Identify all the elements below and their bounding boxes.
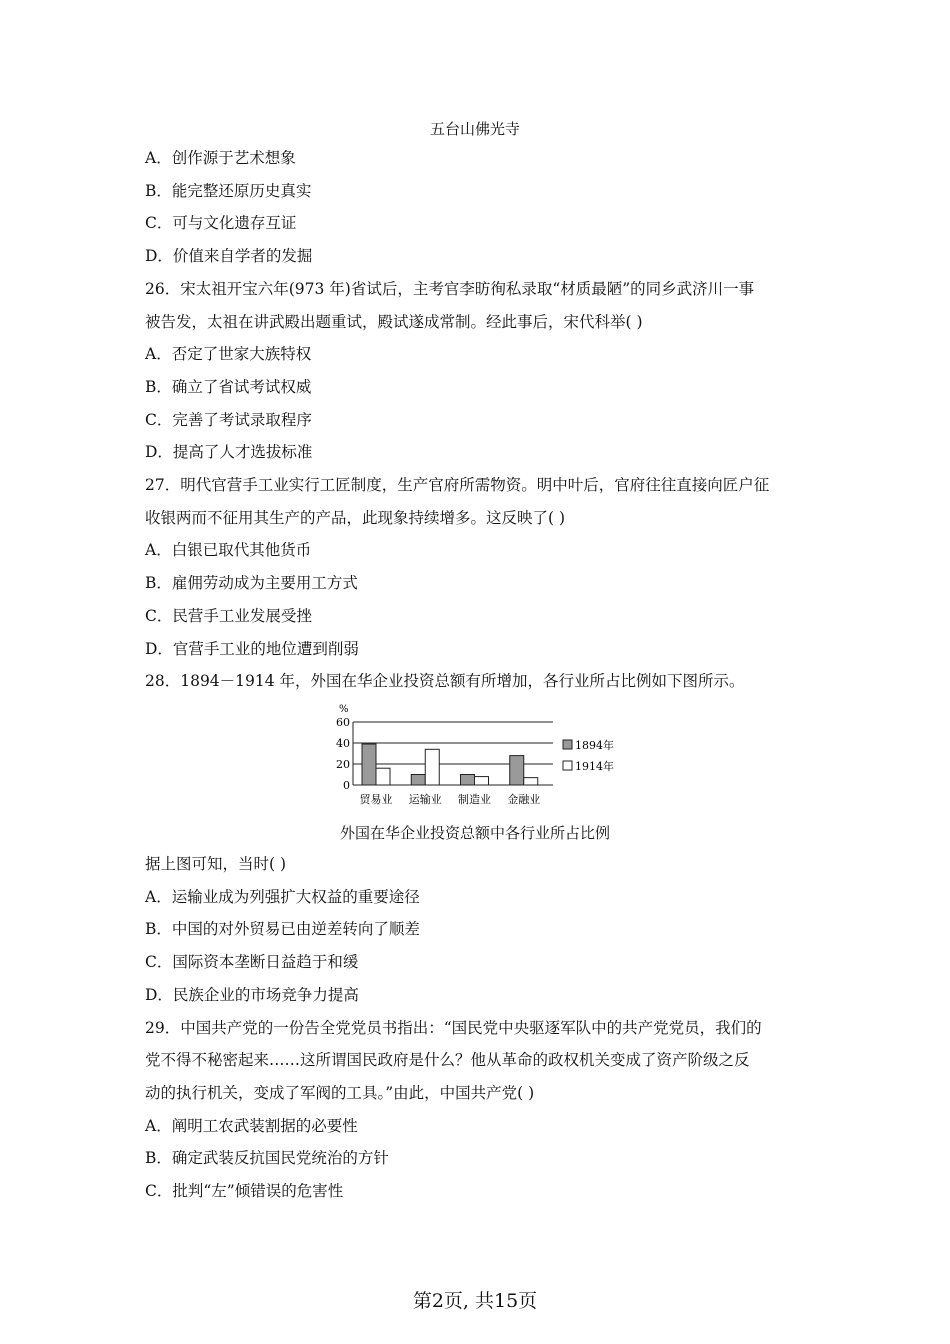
option-item: A．运输业成为列强扩大权益的重要途径: [145, 887, 420, 906]
question-stem: 27．明代官营手工业实行工匠制度，生产官府所需物资。明中叶后，官府往往直接向匠户征: [145, 476, 770, 494]
option-item: C．民营手工业发展受挫: [145, 606, 312, 625]
bar-chart: [325, 702, 655, 812]
question-stem: 动的执行机关，变成了军阀的工具。”由此，中国共产党( ): [145, 1083, 535, 1102]
option-item: D．民族企业的市场竞争力提高: [145, 985, 359, 1004]
legend-label: 1894年: [575, 739, 614, 752]
chart-title: 外国在华企业投资总额中各行业所占比例: [339, 824, 610, 842]
option-item: D．官营手工业的地位遭到削弱: [145, 639, 359, 658]
y-tick-label: 40: [336, 737, 350, 750]
bar-1894年: [510, 756, 524, 785]
image-caption: 五台山佛光寺: [429, 120, 520, 138]
bar-1914年: [475, 777, 489, 785]
option-item: B．确立了省试考试权威: [145, 377, 312, 396]
option-item: B．中国的对外贸易已由逆差转向了顺差: [145, 920, 420, 939]
question-stem: 28．1894－1914 年，外国在华企业投资总额有所增加，各行业所占比例如下图所示。: [145, 672, 745, 691]
bar-1914年: [524, 778, 538, 785]
option-item: A．白银已取代其他货币: [145, 541, 312, 560]
bar-1914年: [376, 768, 390, 785]
question-stem: 被告发，太祖在讲武殿出题重试，殿试遂成常制。经此事后，宋代科举( ): [145, 312, 643, 331]
y-tick-label: 20: [336, 758, 350, 771]
y-tick-label: 60: [336, 716, 350, 729]
option-item: C．国际资本垄断日益趋于和缓: [145, 953, 359, 972]
option-item: B．雇佣劳动成为主要用工方式: [145, 574, 358, 593]
question-stem: 29．中国共产党的一份告全党党员书指出：“国民党中央驱逐军队中的共产党党员，我们的: [145, 1018, 762, 1037]
option-item: B．确定武装反抗国民党统治的方针: [145, 1149, 389, 1168]
bar-1894年: [461, 775, 475, 786]
legend-swatch: [563, 740, 572, 749]
y-tick-label: 0: [343, 779, 350, 792]
option-item: D．价值来自学者的发掘: [145, 247, 313, 266]
legend-label: 1914年: [575, 760, 614, 773]
option-item: A．阐明工农武装割据的必要性: [145, 1116, 358, 1135]
legend-swatch: [563, 761, 572, 770]
bar-1894年: [411, 775, 425, 786]
question-prompt: 据上图可知，当时( ): [145, 855, 287, 873]
question-stem: 党不得不秘密起来……这所谓国民政府是什么？他从革命的政权机关变成了资产阶级之反: [145, 1051, 750, 1070]
x-tick-label: 贸易业: [359, 793, 393, 806]
y-axis-unit: %: [339, 704, 349, 715]
x-tick-label: 运输业: [408, 793, 442, 806]
bar-1914年: [425, 749, 439, 785]
x-tick-label: 金融业: [507, 793, 541, 806]
option-item: A．创作源于艺术想象: [145, 149, 296, 167]
question-stem: 26．宋太祖开宝六年(973 年)省试后，主考官李昉徇私录取“材质最陋”的同乡武济川一事: [145, 279, 755, 298]
bar-1894年: [362, 744, 376, 785]
option-item: C．可与文化遗存互证: [145, 214, 297, 233]
page-footer: 第2页, 共15页: [412, 1290, 538, 1312]
option-item: C．批判“左”倾错误的危害性: [145, 1182, 344, 1200]
option-item: B．能完整还原历史真实: [145, 181, 312, 200]
option-item: A．否定了世家大族特权: [145, 345, 312, 364]
x-tick-label: 制造业: [458, 793, 491, 806]
option-item: D．提高了人才选拔标准: [145, 443, 313, 462]
option-item: C．完善了考试录取程序: [145, 410, 312, 429]
question-stem: 收银两而不征用其生产的产品，此现象持续增多。这反映了( ): [145, 508, 566, 527]
